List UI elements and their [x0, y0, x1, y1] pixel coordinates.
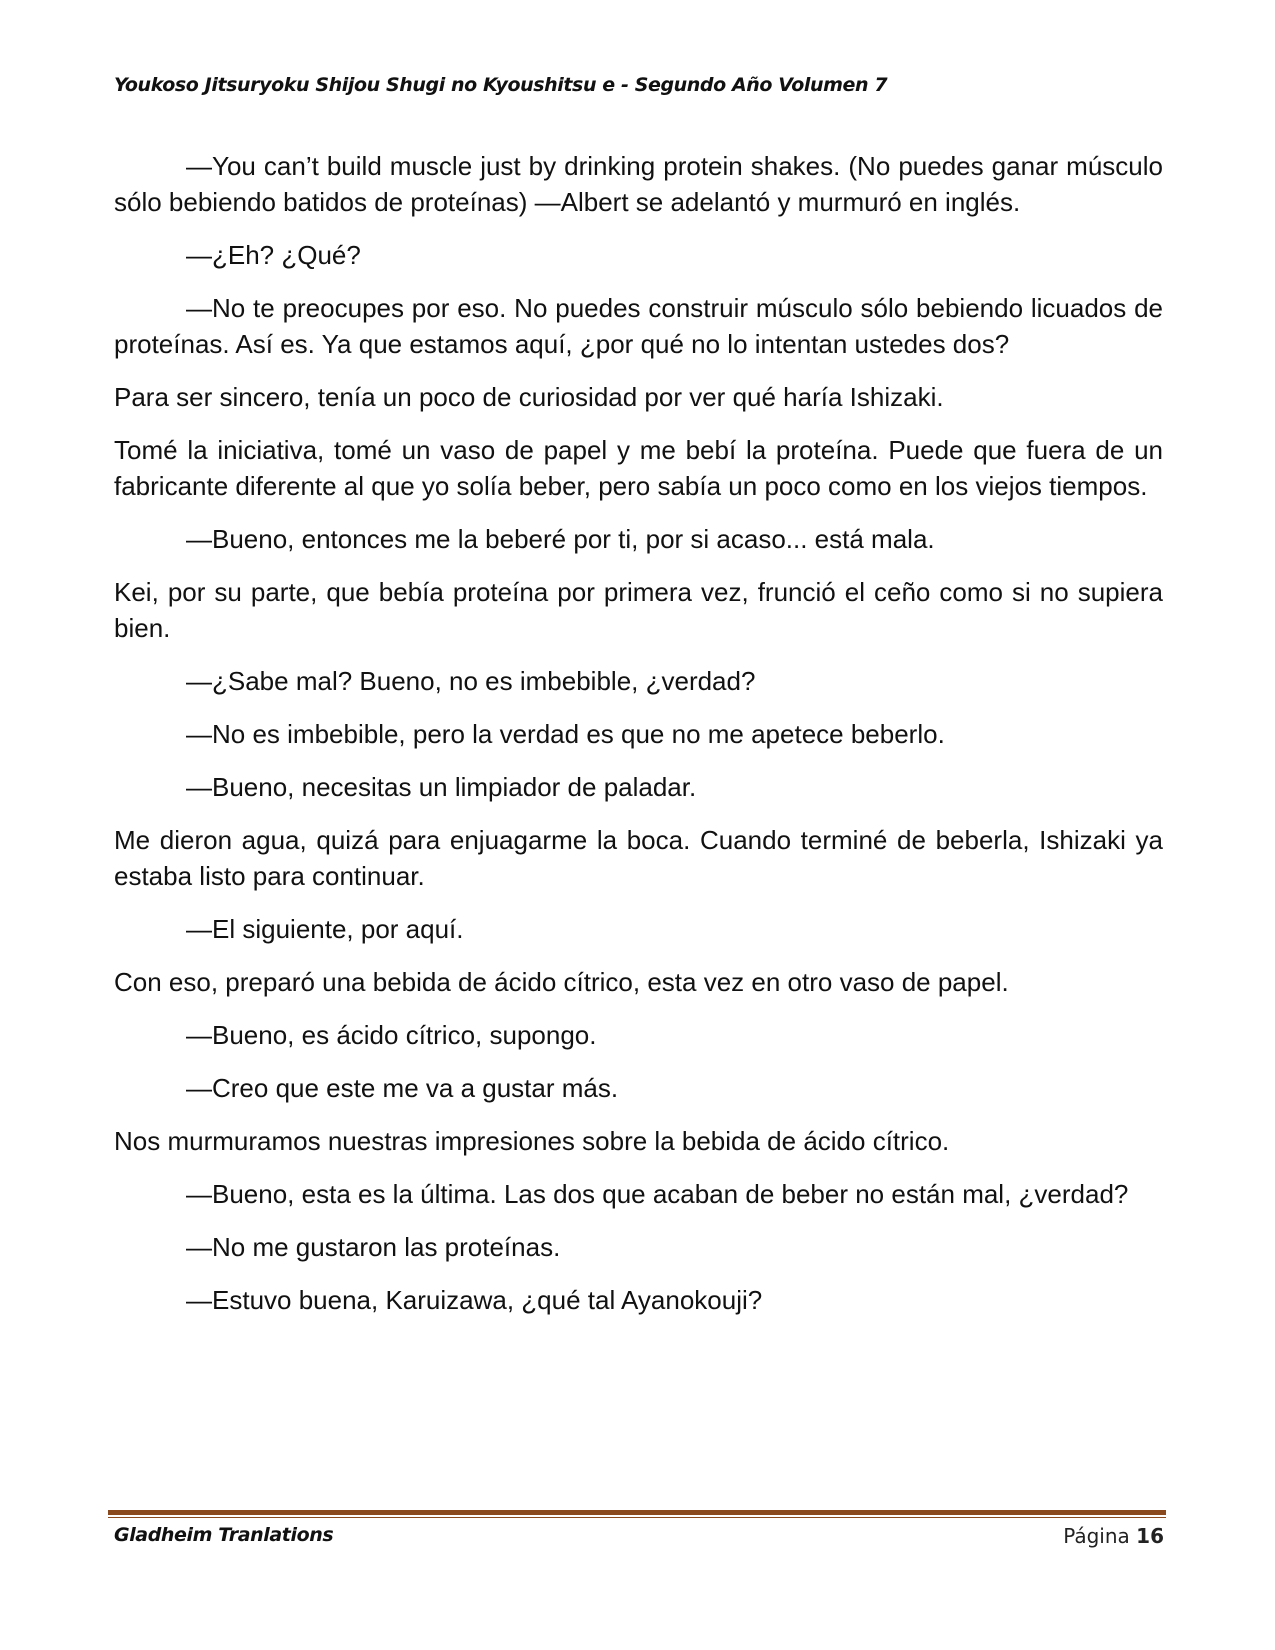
paragraph: Para ser sincero, tenía un poco de curiosidad por ver qué haría Ishizaki.	[114, 382, 944, 412]
paragraph: —You can’t build muscle just by drinking protein shakes. (No puedes ganar músculo sólo bebiendo batidos de proteínas) —Albert se adelantó y murmuró en inglés.	[114, 151, 1163, 217]
paragraph: —No te preocupes por eso. No puedes construir músculo sólo bebiendo licuados de proteínas. Así es. Ya que estamos aquí, ¿por qué no lo intentan ustedes dos?	[114, 293, 1163, 359]
page-number: 16	[1136, 1524, 1164, 1548]
paragraph: —Estuvo buena, Karuizawa, ¿qué tal Ayanokouji?	[186, 1285, 763, 1315]
paragraph: —Bueno, necesitas un limpiador de paladar.	[186, 772, 697, 802]
paragraph: —Bueno, entonces me la beberé por ti, por si acaso... está mala.	[186, 524, 935, 554]
paragraph: —¿Eh? ¿Qué?	[186, 240, 361, 270]
paragraph: —Creo que este me va a gustar más.	[186, 1073, 619, 1103]
paragraph: Nos murmuramos nuestras impresiones sobre la bebida de ácido cítrico.	[114, 1126, 950, 1156]
paragraph: Tomé la iniciativa, tomé un vaso de papel y me bebí la proteína. Puede que fuera de un fabricante diferente al que yo solía beber, pero sabía un poco como en los viejos tiempos.	[114, 435, 1163, 501]
document-body	[114, 148, 1163, 1335]
paragraph: —No me gustaron las proteínas.	[186, 1232, 561, 1262]
footer-divider-thin	[108, 1517, 1166, 1518]
paragraph: —No es imbebible, pero la verdad es que no me apetece beberlo.	[186, 719, 945, 749]
page-label: Página	[1063, 1524, 1130, 1548]
paragraph: —¿Sabe mal? Bueno, no es imbebible, ¿verdad?	[186, 666, 756, 696]
paragraph: Con eso, preparó una bebida de ácido cítrico, esta vez en otro vaso de papel.	[114, 967, 1009, 997]
footer-divider-thick	[108, 1510, 1166, 1515]
footer-credit: Gladheim Tranlations	[114, 1524, 334, 1546]
footer-page-indicator	[1063, 1524, 1164, 1548]
paragraph: —Bueno, esta es la última. Las dos que acaban de beber no están mal, ¿verdad?	[186, 1179, 1129, 1209]
page-header-title: Youkoso Jitsuryoku Shijou Shugi no Kyoushitsu e - Segundo Año Volumen 7	[114, 74, 888, 96]
paragraph: Me dieron agua, quizá para enjuagarme la boca. Cuando terminé de beberla, Ishizaki ya estaba listo para continuar.	[114, 825, 1163, 891]
paragraph: Kei, por su parte, que bebía proteína por primera vez, frunció el ceño como si no supiera bien.	[114, 577, 1163, 643]
paragraph: —El siguiente, por aquí.	[186, 914, 464, 944]
paragraph: —Bueno, es ácido cítrico, supongo.	[186, 1020, 597, 1050]
